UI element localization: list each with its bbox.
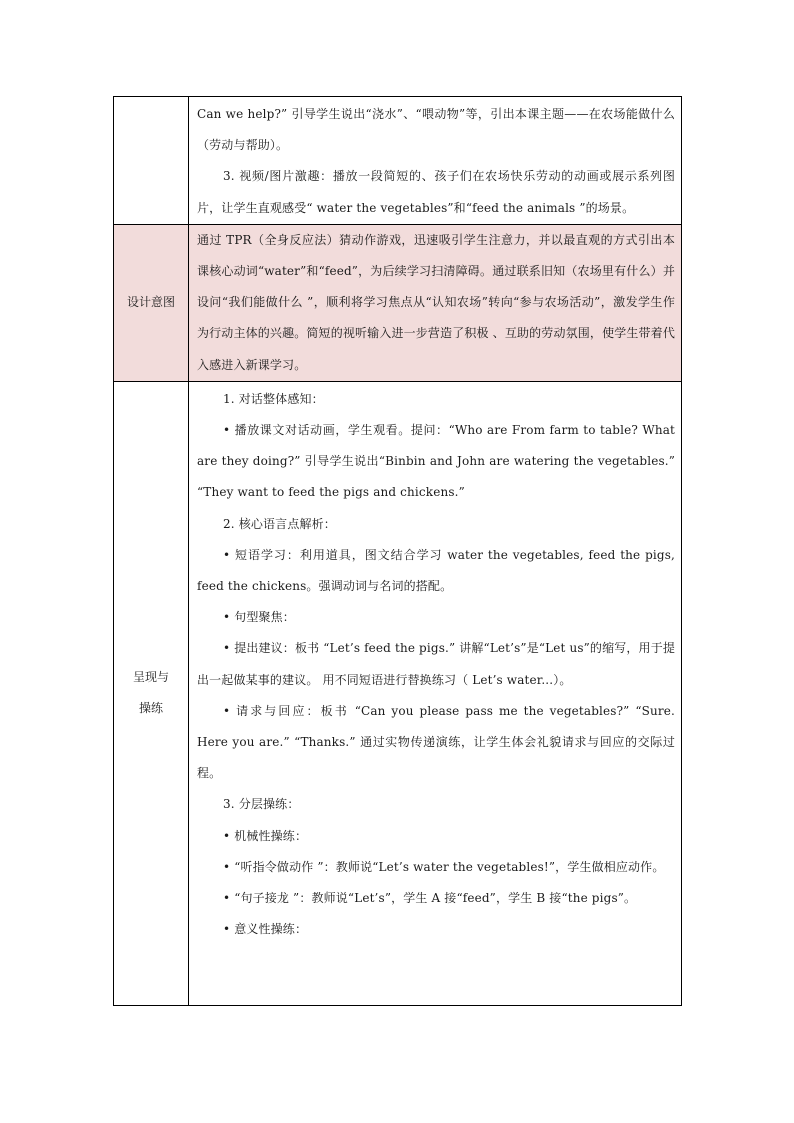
row-label-line: 操练 xyxy=(138,701,163,716)
content-paragraph: • 提出建议：板书 “Let’s feed the pigs.” 讲解“Let’s”是“Let us”的缩写，用于提出一起做某事的建议。 用不同短语进行替换练习（ Let’s water...）。 xyxy=(197,641,675,687)
table-body xyxy=(114,97,682,1006)
content-paragraph: 2. 核心语言点解析： xyxy=(223,516,336,531)
content-paragraph: • 句型聚焦： xyxy=(223,610,295,625)
content-paragraph: • 机械性操练： xyxy=(223,828,308,843)
content-paragraph: • 播放课文对话动画，学生观看。提问：“Who are From farm to table? What are they doing?” 引导学生说出“Binbin and John are watering the vegetables.” “They want to feed the pigs and chickens.” xyxy=(197,423,675,500)
content-paragraph: 1. 对话整体感知： xyxy=(223,391,324,406)
content-paragraph: • 意义性操练： xyxy=(223,922,308,937)
row-label-line: 呈现与 xyxy=(132,670,169,685)
content-paragraph: 3. 分层操练： xyxy=(223,797,300,812)
content-paragraph: • “句子接龙 ”：教师说“Let’s”，学生 A 接“feed”，学生 B 接“the pigs”。 xyxy=(223,891,637,906)
row-content-cell xyxy=(189,224,682,381)
content-paragraph: • 短语学习：利用道具，图文结合学习 water the vegetables, feed the pigs, feed the chickens。强调动词与名词的搭配。 xyxy=(197,547,675,594)
row-label-line: 设计意图 xyxy=(126,295,175,310)
content-paragraph: • “听指令做动作 ”：教师说“Let’s water the vegetables!”，学生做相应动作。 xyxy=(223,859,665,874)
row-label-cell xyxy=(114,97,189,225)
table-row xyxy=(114,97,682,225)
table-row xyxy=(114,381,682,1005)
table-row xyxy=(114,224,682,381)
row-label-cell xyxy=(114,381,189,1005)
content-paragraph: • 请求与回应：板书 “Can you please pass me the vegetables?” “Sure. Here you are.” “Thanks.” 通过实物传递演练，让学生体会礼貌请求与回应的交际过程。 xyxy=(197,703,675,781)
row-label-cell xyxy=(114,224,189,381)
lesson-plan-table xyxy=(113,96,682,1006)
content-paragraph: Can we help?” 引导学生说出“浇水”、“喂动物”等，引出本课主题——在农场能做什么（劳动与帮助）。 xyxy=(197,107,675,153)
content-paragraph: 3. 视频/图片激趣：播放一段简短的、孩子们在农场快乐劳动的动画或展示系列图片，让学生直观感受“ water the vegetables”和“feed the animals ”的场景。 xyxy=(197,169,675,215)
row-content-cell xyxy=(189,97,682,225)
content-paragraph: 通过 TPR（全身反应法）猜动作游戏，迅速吸引学生注意力，并以最直观的方式引出本课核心动词“water”和“feed”，为后续学习扫清障碍。通过联系旧知（农场里有什么）并设问“我们能做什么 ”，顺利将学习焦点从“认知农场”转向“参与农场活动”，激发学生作为行动主体的兴趣。简短的视听输入进一步营造了积极 、互助的劳动氛围，使学生带着代入感进入新课学习。 xyxy=(197,232,675,372)
row-content-cell xyxy=(189,381,682,1005)
